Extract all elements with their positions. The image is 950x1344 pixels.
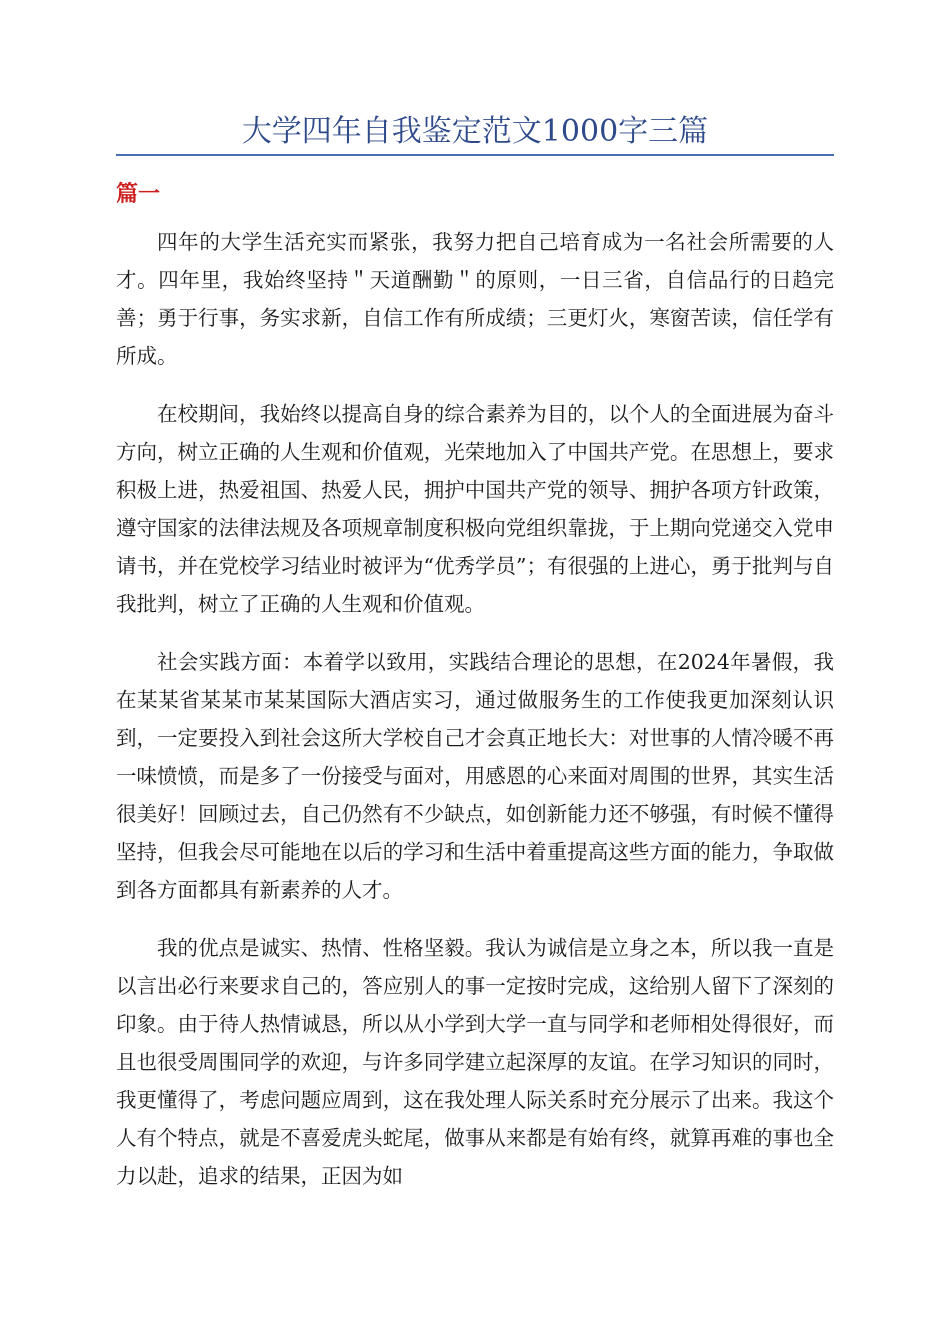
title-underline	[116, 154, 834, 156]
paragraph-4: 我的优点是诚实、热情、性格坚毅。我认为诚信是立身之本，所以我一直是以言出必行来要求自己的，答应别人的事一定按时完成，这给别人留下了深刻的印象。由于待人热情诚恳，所以从小学到大学一直与同学和老师相处得很好，而且也很受周围同学的欢迎，与许多同学建立起深厚的友谊。在学习知识的同时，我更懂得了，考虑问题应周到，这在我处理人际关系时充分展示了出来。我这个人有个特点，就是不喜爱虎头蛇尾，做事从来都是有始有终，就算再难的事也全力以赴，追求的结果，正因为如	[116, 936, 834, 1188]
paragraph-3: 社会实践方面：本着学以致用，实践结合理论的思想，在2024年暑假，我在某某省某某市某某国际大酒店实习，通过做服务生的工作使我更加深刻认识到，一定要投入到社会这所大学校自己才会真正地长大：对世事的人情冷暖不再一味愤愤，而是多了一份接受与面对，用感恩的心来面对周围的世界，其实生活很美好！回顾过去，自己仍然有不少缺点，如创新能力还不够强，有时候不懂得坚持，但我会尽可能地在以后的学习和生活中着重提高这些方面的能力，争取做到各方面都具有新素养的人才。	[116, 650, 834, 902]
paragraph-1: 四年的大学生活充实而紧张，我努力把自己培育成为一名社会所需要的人才。四年里，我始终坚持＂天道酬勤＂的原则，一日三省，自信品行的日趋完善；勇于行事，务实求新，自信工作有所成绩；三更灯火，寒窗苦读，信任学有所成。	[116, 230, 834, 368]
paragraph-2: 在校期间，我始终以提高自身的综合素养为目的，以个人的全面进展为奋斗方向，树立正确的人生观和价值观，光荣地加入了中国共产党。在思想上，要求积极上进，热爱祖国、热爱人民，拥护中国共产党的领导、拥护各项方针政策，遵守国家的法律法规及各项规章制度积极向党组织靠拢，于上期向党递交入党申请书，并在党校学习结业时被评为“优秀学员”；有很强的上进心，勇于批判与自我批判，树立了正确的人生观和价值观。	[116, 402, 834, 616]
section-heading: 篇一	[116, 182, 161, 207]
document-body	[116, 223, 834, 1215]
document-title: 大学四年自我鉴定范文1000字三篇	[241, 114, 709, 149]
